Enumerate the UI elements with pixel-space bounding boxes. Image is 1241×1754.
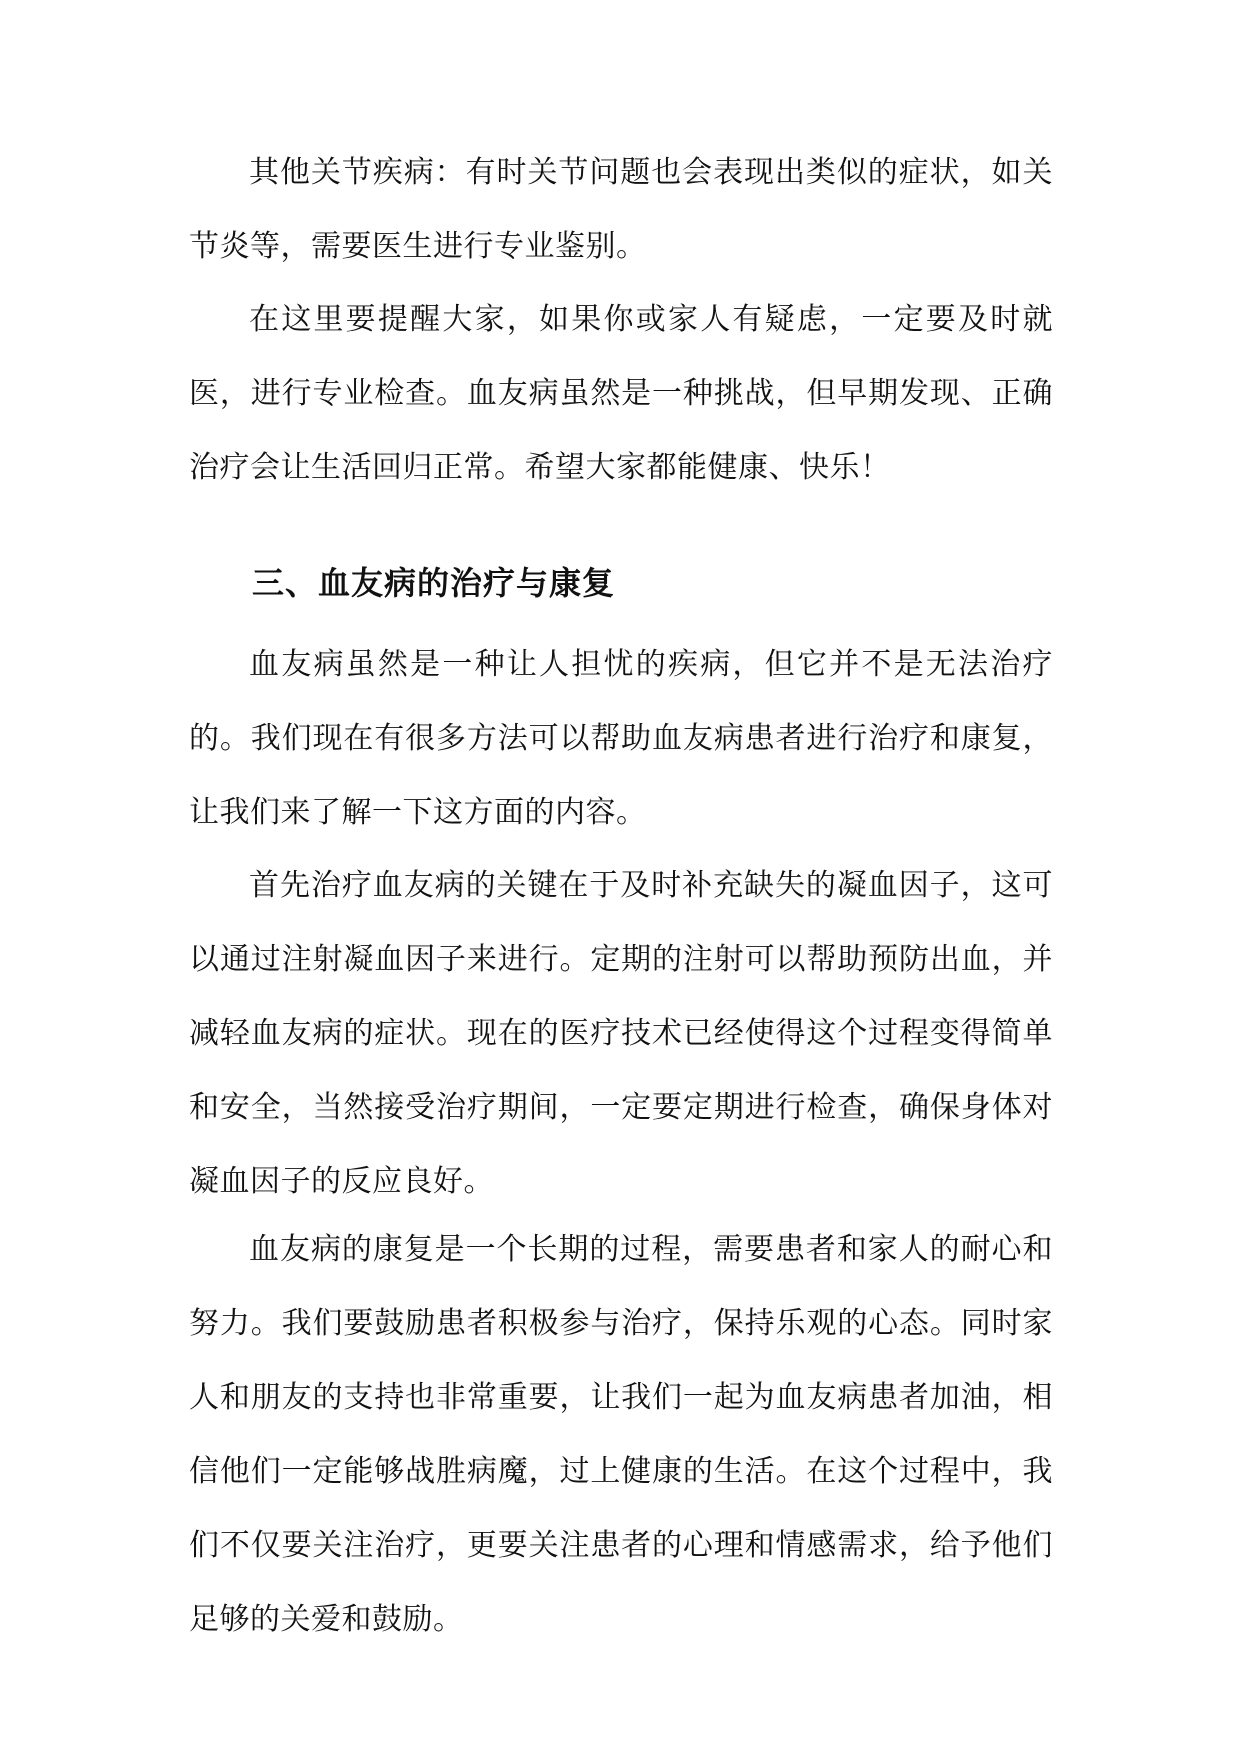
paragraph-clotting-factor: 首先治疗血友病的关键在于及时补充缺失的凝血因子，这可以通过注射凝血因子来进行。定期的注射可以帮助预防出血，并减轻血友病的症状。现在的医疗技术已经使得这个过程变得简单和安全，当然接受治疗期间，一定要定期进行检查，确保身体对凝血因子的反应良好。 — [189, 868, 1053, 1199]
paragraph-other-joint-diseases: 其他关节疾病：有时关节问题也会表现出类似的症状，如关节炎等，需要医生进行专业鉴别。 — [189, 155, 1053, 264]
section-heading: 三、血友病的治疗与康复 — [252, 564, 616, 602]
paragraph-rehabilitation: 血友病的康复是一个长期的过程，需要患者和家人的耐心和努力。我们要鼓励患者积极参与治疗，保持乐观的心态。同时家人和朋友的支持也非常重要，让我们一起为血友病患者加油，相信他们一定能够战胜病魔，过上健康的生活。在这个过程中，我们不仅要关注治疗，更要关注患者的心理和情感需求，给予他们足够的关爱和鼓励。 — [189, 1232, 1053, 1637]
paragraph-treatment-intro: 血友病虽然是一种让人担忧的疾病，但它并不是无法治疗的。我们现在有很多方法可以帮助血友病患者进行治疗和康复，让我们来了解一下这方面的内容。 — [189, 647, 1053, 830]
paragraph-reminder: 在这里要提醒大家，如果你或家人有疑虑，一定要及时就医，进行专业检查。血友病虽然是一种挑战，但早期发现、正确治疗会让生活回归正常。希望大家都能健康、快乐！ — [189, 302, 1053, 485]
